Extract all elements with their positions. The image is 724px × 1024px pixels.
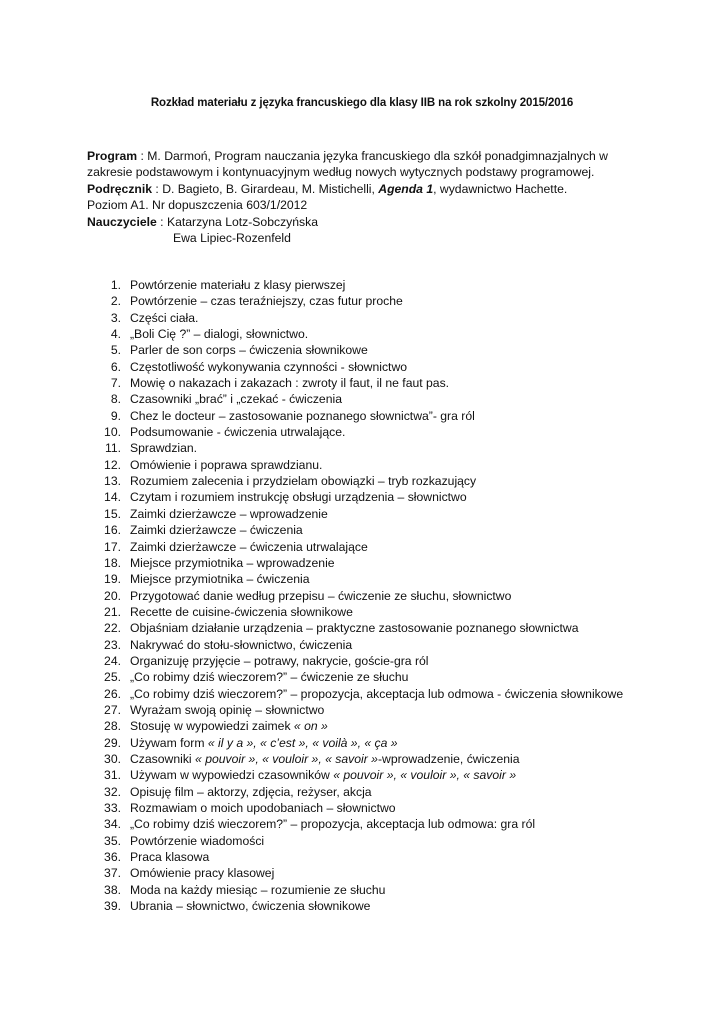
- list-item-number: 3.: [110, 310, 121, 325]
- list-item-text: Opisuję film – aktorzy, zdjęcia, reżyser, akcja: [130, 784, 372, 799]
- list-item-text: Rozmawiam o moich upodobaniach – słownictwo: [130, 801, 396, 815]
- list-item-number: 4.: [110, 327, 121, 342]
- list-item-text: „Co robimy dziś wieczorem?” – propozycja, akceptacja lub odmowa - ćwiczenia słownikowe: [130, 686, 624, 701]
- list-item-text: Nakrywać do stołu-słownictwo, ćwiczenia: [130, 637, 353, 652]
- list-item-number: 20.: [104, 588, 121, 603]
- list-item: [87, 440, 687, 456]
- teachers-label: Nauczyciele: [87, 214, 157, 229]
- list-item-number: 36.: [104, 850, 121, 865]
- list-item-number: 8.: [110, 392, 121, 407]
- list-item-number: 34.: [104, 817, 121, 832]
- list-item: [87, 620, 687, 636]
- list-item-number: 22.: [104, 621, 121, 636]
- list-item-number: 33.: [104, 801, 121, 815]
- textbook-title: Agenda 1: [378, 181, 434, 196]
- list-item-number: 26.: [104, 686, 121, 701]
- list-item-number: 25.: [104, 670, 121, 685]
- list-item-italic: « pouvoir », « vouloir », « savoir »: [333, 768, 517, 783]
- list-item-number: 16.: [104, 523, 121, 538]
- list-item: [87, 342, 687, 358]
- list-item-number: 32.: [104, 784, 121, 799]
- list-item-text: Zaimki dzierżawcze – wprowadzenie: [130, 506, 328, 521]
- textbook-line: [87, 181, 632, 197]
- textbook-authors: : D. Bagieto, B. Girardeau, M. Mistichelli,: [152, 181, 379, 196]
- list-item: [87, 784, 687, 800]
- list-item-text: Objaśniam działanie urządzenia – praktyczne zastosowanie poznanego słownictwa: [130, 621, 579, 636]
- list-item: [87, 735, 687, 751]
- list-item: [87, 898, 687, 914]
- list-item-number: 2.: [110, 294, 121, 309]
- list-item: [87, 457, 687, 473]
- list-item: [87, 424, 687, 440]
- list-item: [87, 359, 687, 375]
- list-item-text: Mowię o nakazach i zakazach : zwroty il faut, il ne faut pas.: [130, 376, 450, 391]
- list-item-text: Podsumowanie - ćwiczenia utrwalające.: [130, 425, 346, 440]
- teacher-second: Ewa Lipiec-Rozenfeld: [173, 231, 291, 246]
- list-item-text: Powtórzenie wiadomości: [130, 833, 265, 848]
- list-item-text: Praca klasowa: [130, 850, 210, 865]
- list-item: [87, 637, 687, 653]
- level-line: Poziom A1. Nr dopuszczenia 603/1/2012: [87, 198, 308, 213]
- teachers-line: [87, 214, 632, 230]
- list-item: [87, 293, 687, 309]
- list-item-text: Wyrażam swoją opinię – słownictwo: [130, 702, 325, 717]
- list-item-number: 7.: [110, 376, 121, 391]
- list-item-text: Używam w wypowiedzi czasowników: [130, 768, 334, 783]
- list-item-italic: « pouvoir », « vouloir », « savoir »: [195, 751, 378, 766]
- list-item-number: 12.: [104, 457, 121, 472]
- list-item-number: 11.: [104, 441, 121, 456]
- list-item-text: Czasowniki „brać” i „czekać - ćwiczenia: [130, 392, 342, 407]
- list-item-number: 13.: [104, 474, 121, 489]
- program-line-2: zakresie podstawowym i kontynuacyjnym według nowych wytycznych podstawy programowej.: [87, 165, 595, 180]
- list-item-number: 37.: [104, 866, 121, 881]
- program-text: : M. Darmoń, Program nauczania języka francuskiego dla szkół ponadgimnazjalnych w: [137, 149, 608, 163]
- list-item-number: 23.: [104, 637, 121, 652]
- list-item: [87, 539, 687, 555]
- list-item-number: 29.: [104, 735, 121, 750]
- list-item-number: 18.: [104, 555, 121, 570]
- list-item: [87, 653, 687, 669]
- list-item: [87, 833, 687, 849]
- list-item-text: „Boli Cię ?” – dialogi, słownictwo.: [130, 327, 309, 342]
- list-item: [87, 718, 687, 734]
- list-item: [87, 865, 687, 881]
- list-item-text: Ubrania – słownictwo, ćwiczenia słownikowe: [130, 899, 371, 914]
- list-item-text: „Co robimy dziś wieczorem?” – propozycja, akceptacja lub odmowa: gra ról: [130, 817, 536, 832]
- list-item-number: 39.: [104, 899, 121, 914]
- list-item: [87, 277, 687, 293]
- list-item-number: 1.: [110, 278, 121, 292]
- list-item-text: Stosuję w wypowiedzi zaimek: [130, 719, 294, 734]
- list-item-number: 21.: [104, 604, 121, 619]
- list-item-number: 30.: [104, 751, 121, 766]
- list-item-number: 15.: [104, 506, 121, 521]
- textbook-publisher: , wydawnictwo Hachette.: [433, 181, 568, 196]
- list-item-text: Zaimki dzierżawcze – ćwiczenia: [130, 523, 303, 538]
- document-header: [87, 148, 632, 246]
- list-item: [87, 326, 687, 342]
- list-item: [87, 669, 687, 685]
- list-item-text: „Co robimy dziś wieczorem?” – ćwiczenie ze słuchu: [130, 670, 409, 685]
- program-label: Program: [87, 149, 138, 163]
- list-item-text: Omówienie pracy klasowej: [130, 866, 275, 881]
- list-item: [87, 882, 687, 898]
- list-item: [87, 408, 687, 424]
- list-item-italic: « il y a », « c’est », « voilà », « ça »: [207, 735, 398, 750]
- list-item-number: 28.: [104, 719, 121, 734]
- list-item-text: Miejsce przymiotnika – ćwiczenia: [130, 572, 310, 587]
- list-item-number: 5.: [110, 343, 121, 358]
- list-item-number: 14.: [104, 490, 121, 505]
- list-item: [87, 767, 687, 783]
- list-item-number: 10.: [104, 425, 121, 440]
- list-item-text: Rozumiem zalecenia i przydzielam obowiązki – tryb rozkazujący: [130, 474, 477, 489]
- list-item-text: Parler de son corps – ćwiczenia słownikowe: [130, 343, 368, 358]
- list-item-text: Omówienie i poprawa sprawdzianu.: [130, 457, 323, 472]
- list-item-text: Części ciała.: [130, 310, 199, 325]
- list-item-text: Organizuję przyjęcie – potrawy, nakrycie, goście-gra ról: [130, 653, 429, 668]
- list-item: [87, 555, 687, 571]
- list-item-number: 19.: [104, 572, 121, 587]
- list-item-suffix: -wprowadzenie, ćwiczenia: [377, 751, 520, 766]
- list-item: [87, 310, 687, 326]
- list-item-number: 6.: [110, 359, 121, 374]
- list-item: [87, 571, 687, 587]
- list-item-number: 38.: [104, 882, 121, 897]
- list-item: [87, 702, 687, 718]
- list-item-number: 24.: [104, 653, 121, 668]
- list-item: [87, 800, 687, 816]
- list-item-text: Używam form: [130, 735, 208, 750]
- list-item-text: Recette de cuisine-ćwiczenia słownikowe: [130, 604, 353, 619]
- list-item: [87, 604, 687, 620]
- list-item-number: 9.: [110, 408, 121, 423]
- list-item: [87, 849, 687, 865]
- list-item: [87, 751, 687, 767]
- document-title: Rozkład materiału z języka francuskiego dla klasy IIB na rok szkolny 2015/2016: [150, 97, 574, 109]
- list-item-number: 31.: [104, 768, 121, 783]
- list-item: [87, 522, 687, 538]
- list-item-text: Czytam i rozumiem instrukcję obsługi urządzenia – słownictwo: [130, 490, 467, 505]
- list-item-text: Chez le docteur – zastosowanie poznanego słownictwa”- gra ról: [130, 408, 475, 423]
- list-item-text: Przygotować danie według przepisu – ćwiczenie ze słuchu, słownictwo: [130, 588, 512, 603]
- topic-list: [87, 277, 687, 914]
- list-item-text: Miejsce przymiotnika – wprowadzenie: [130, 555, 335, 570]
- list-item-text: Moda na każdy miesiąc – rozumienie ze słuchu: [130, 882, 386, 897]
- list-item: [87, 816, 687, 832]
- list-item: [87, 686, 687, 702]
- program-line: [87, 148, 632, 164]
- list-item-text: Czasowniki: [130, 751, 196, 766]
- list-item-text: Częstotliwość wykonywania czynności - słownictwo: [130, 359, 408, 374]
- list-item: [87, 489, 687, 505]
- list-item-text: Powtórzenie materiału z klasy pierwszej: [130, 278, 346, 292]
- list-item-number: 35.: [104, 833, 121, 848]
- list-item-text: Sprawdzian.: [130, 441, 198, 456]
- list-item-text: Powtórzenie – czas teraźniejszy, czas futur proche: [130, 294, 403, 309]
- teacher-first: : Katarzyna Lotz-Sobczyńska: [156, 214, 319, 229]
- textbook-label: Podręcznik: [87, 181, 153, 196]
- list-item-text: Zaimki dzierżawcze – ćwiczenia utrwalające: [130, 539, 368, 554]
- list-item: [87, 588, 687, 604]
- list-item: [87, 506, 687, 522]
- list-item: [87, 391, 687, 407]
- list-item-italic: « on »: [293, 719, 328, 734]
- list-item-number: 27.: [104, 702, 121, 717]
- list-item: [87, 473, 687, 489]
- list-item: [87, 375, 687, 391]
- list-item-number: 17.: [104, 539, 121, 554]
